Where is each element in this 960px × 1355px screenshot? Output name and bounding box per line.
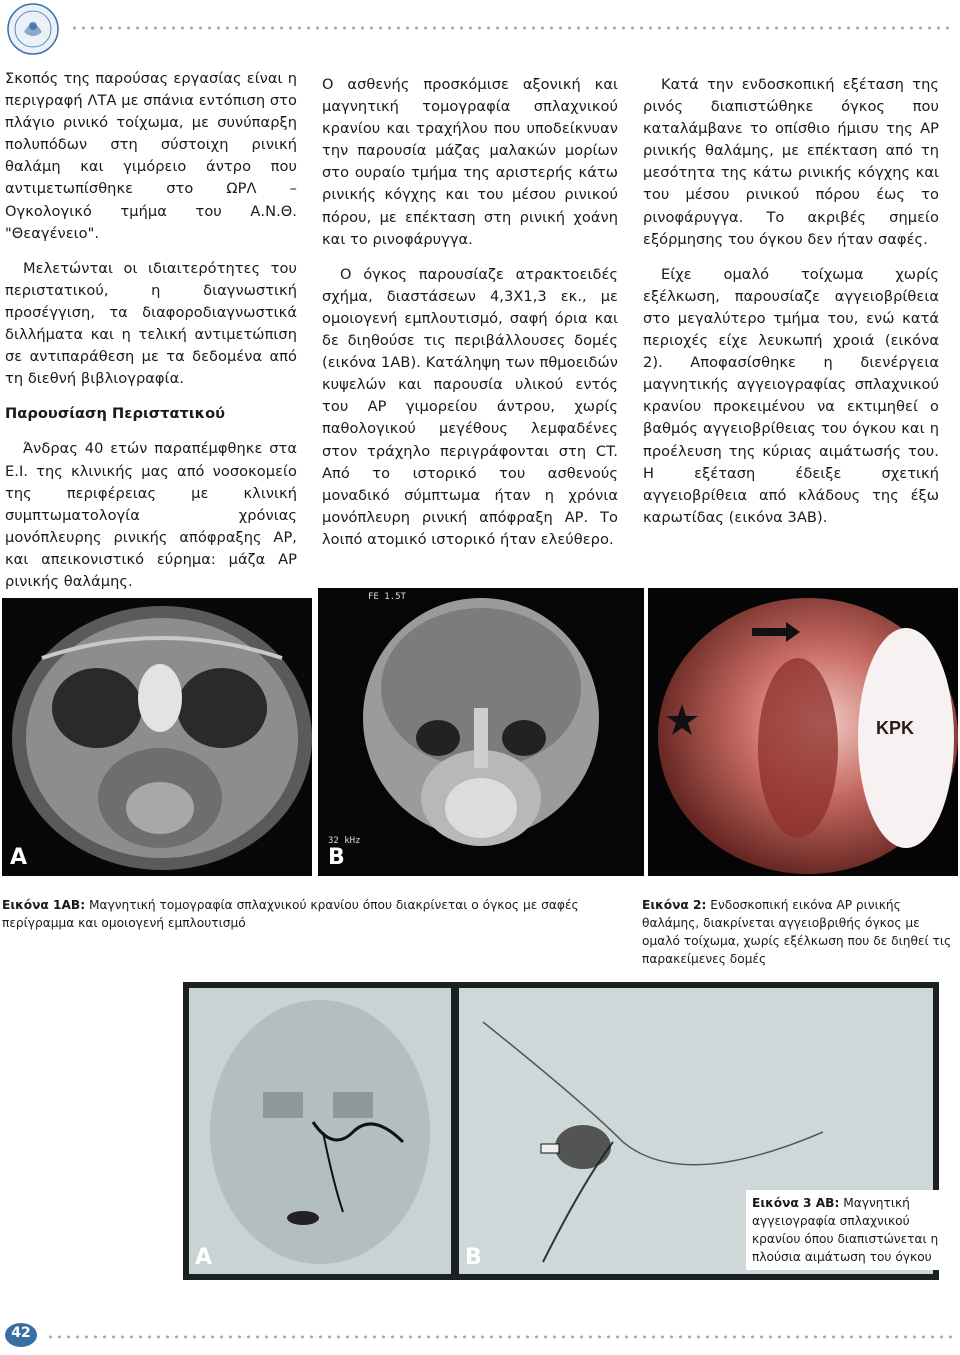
paragraph: Μελετώνται οι ιδιαιτερότητες του περιστατικού, η διαγνωστική προσέγγιση, τα διαφοροδιαγνωστικά διλλήματα και η τελική αντιμετώπιση σε αντιπαράθεση με τα δεδομένα από τη διεθνή βιβλιογραφία. (5, 259, 297, 388)
paragraph: Ο όγκος παρουσίαζε ατρακτοειδές σχήμα, διαστάσεων 4,3Χ1,3 εκ., με ομοιογενή εμπλουτισμό, σαφή όρια και δε διηθούσε τις περιβάλλουσες δομές (εικόνα 1ΑΒ). Κατάληψη των πθμοειδών κυψελών και παρουσία υλικού εντός του ΑΡ γιμορείου άντρου, χωρίς παθολογικού μεγέθους λεμφαδένες στον τράχηλο περιγράφονται στη CT. Από το ιστορικό του ασθενούς μοναδικό σύμπτωμα ήταν η χρόνια μονόπλευρη ρινική απόφραξη ΑΡ. Το λοιπό ατομικό ιστορικό ήταν ελεύθερο. (322, 265, 618, 548)
figure-1-caption (2, 896, 602, 932)
text-column-2 (322, 74, 618, 564)
paragraph: Σκοπός της παρούσας εργασίας είναι η περιγραφή ΛΤΑ με σπάνια εντόπιση στο πλάγιο ρινικό τοίχωμα, με συνύπαρξη πολυπόδων στη σύστοιχη ρινική θαλάμη και γιμόρειο άντρο που αντιμετωπίσθηκε στο ΩΡΛ – Ογκολογικό τμήμα του Α.Ν.Θ. "Θεαγένειο". (5, 70, 297, 242)
panel-label-a: A (195, 1245, 213, 1270)
header-dotted-rule (70, 26, 954, 30)
footer-dotted-rule (46, 1335, 954, 1339)
figure-3-caption (746, 1190, 952, 1270)
mri-overlay-text-2: 32 kHz (328, 836, 361, 846)
endoscopy-overlay-label: ΚΡΚ (876, 718, 915, 738)
panel-label-b: B (465, 1245, 482, 1270)
paragraph: Είχε ομαλό τοίχωμα χωρίς εξέλκωση, παρουσίαζε αγγειοβρίθεια στο μεγαλύτερο τμήμα του, ενώ κατά περιοχές είχε λευκωπή χροιά (εικόνα 2). Αποφασίσθηκε η διενέργεια μαγνητικής αγγειογραφίας σπλαχνικού κρανίου προκειμένου να εκτιμηθεί ο βαθμός αγγειοβρίθειας του όγκου και η προέλευση της κύριας αιμάτωσής του. Η εξέταση έδειξε σχετική αγγειοβρίθεια από κλάδους της έξω καρωτίδας (εικόνα 3ΑΒ). (643, 265, 939, 526)
caption-text: Μαγνητική τομογραφία σπλαχνικού κρανίου όπου διακρίνεται ο όγκος με σαφές περίγραμμα και ομοιογενή εμπλουτισμό (2, 898, 579, 930)
caption-label: Εικόνα 1ΑΒ: (2, 898, 86, 912)
text-column-3 (643, 74, 939, 542)
text-column-1 (5, 68, 297, 606)
page-number-badge (4, 1322, 38, 1348)
figure-1a-axial-mri (2, 598, 312, 876)
panel-label-b: B (328, 845, 345, 870)
mri-overlay-text: FE 1.5T (368, 592, 406, 602)
section-heading: Παρουσίαση Περιστατικού (5, 405, 226, 423)
paragraph: Άνδρας 40 ετών παραπέμφθηκε στα Ε.Ι. της κλινικής μας από νοσοκομείο της περιφέρειας με κλινική συμπτωματολογία χρόνιας μονόπλευρης ρινικής απόφραξης ΑΡ, και απεικονιστικό εύρημα: μάζα ΑΡ ρινικής θαλάμης. (5, 440, 297, 590)
caption-text: Μαγνητική αγγειογραφία σπλαχνικού κρανίου όπου διαπιστώνεται η πλούσια αιμάτωση του όγκου (752, 1196, 939, 1264)
caption-label: Εικόνα 3 ΑΒ: (752, 1196, 840, 1210)
panel-label-a: A (10, 845, 28, 870)
caption-label: Εικόνα 2: (642, 898, 707, 912)
paragraph: Κατά την ενδοσκοπική εξέταση της ρινός διαπιστώθηκε όγκος που καταλάμβανε το οπίσθιο ήμισυ της ΑΡ ρινικής θαλάμης, με επέκταση από τη μεσότητα της κάτω ρινικής κόγχης και του μέσου ρινικού πόρου έως το ρινοφάρυγγα. Το ακριβές σημείο εξόρμησης του όγκου δεν ήταν σαφές. (643, 76, 939, 248)
figure-1b-coronal-mri (318, 588, 644, 876)
caption-text: Ενδοσκοπική εικόνα ΑΡ ρινικής θαλάμης, διακρίνεται αγγειοβριθής όγκος με ομαλό τοίχωμα, χωρίς εξέλκωση που δε διηθεί τις παρακείμενες δομές (642, 898, 952, 966)
page-number: 42 (11, 1325, 31, 1341)
figure-2-caption (642, 896, 958, 968)
society-seal-icon (6, 2, 60, 56)
paragraph: Ο ασθενής προσκόμισε αξονική και μαγνητική τομογραφία σπλαχνικού κρανίου και τραχήλου που υποδείκνυαν την παρουσία μάζας μαλακών μορίων στο ουραίο τμήμα της αριστερής κάτω ρινικής κόγχης και του μέσου ρινικού πόρου, με επέκταση στη ρινική χοάνη και το ρινοφάρυγγα. (322, 76, 618, 248)
figure-2-endoscopy (648, 588, 958, 876)
